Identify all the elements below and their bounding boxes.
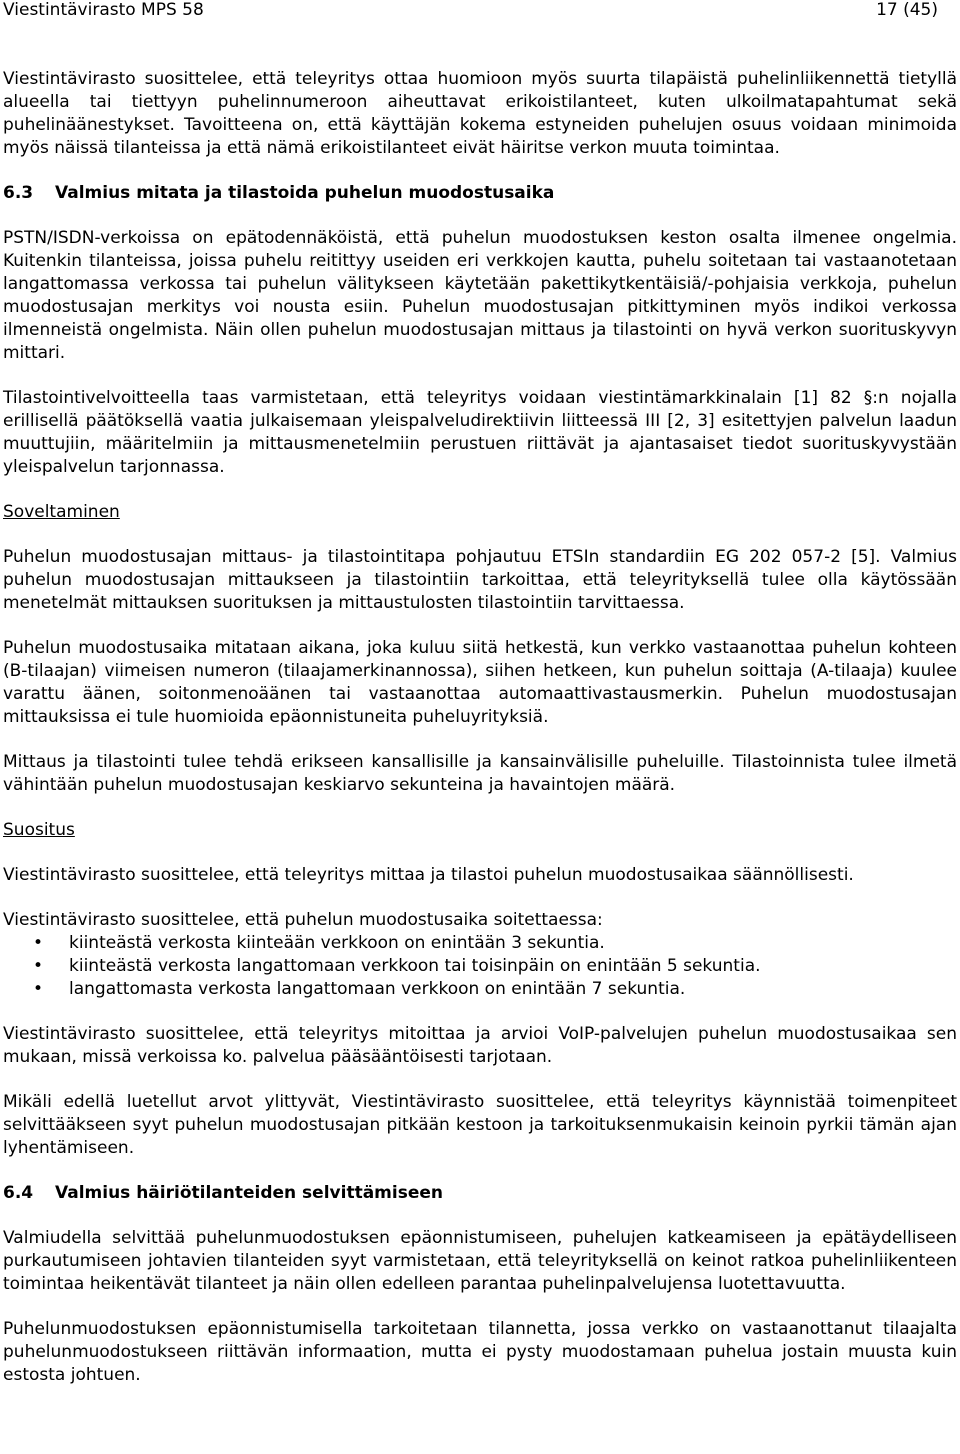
- subheading-soveltaminen: Soveltaminen: [3, 502, 120, 522]
- section-title: Valmius mitata ja tilastoida puhelun muodostusaika: [55, 183, 555, 203]
- section-title: Valmius häiriötilanteiden selvittämiseen: [55, 1183, 443, 1203]
- paragraph-intro: Viestintävirasto suosittelee, että teleyritys ottaa huomioon myös suurta tilapäistä puhelinliikennettä tietyllä alueella tai tiettyyn puhelinnumeroon aiheuttavat erikoistilanteet, kuten ulkoilmatapahtumat sekä puhelinäänestykset. Tavoitteena on, että käyttäjän kokema estyneiden puhelujen osuus voidaan minimoida myös näissä tilanteissa ja että nämä erikoistilanteet eivät häiritse verkon muuta toimintaa.: [3, 69, 957, 158]
- section-number: 6.3: [3, 183, 34, 203]
- section-number: 6.4: [3, 1183, 34, 1203]
- document-title: Viestintävirasto MPS 58: [3, 0, 204, 20]
- paragraph-national-international: Mittaus ja tilastointi tulee tehdä erikseen kansallisille ja kansainvälisille puheluille. Tilastoinnista tulee ilmetä vähintään puhelun muodostusajan keskiarvo sekunteina ja havaintojen määrä.: [3, 752, 957, 795]
- list-item: • kiinteästä verkosta langattomaan verkkoon tai toisinpäin on enintään 5 sekuntia.: [3, 955, 957, 978]
- paragraph-fault-readiness: Valmiudella selvittää puhelunmuodostuksen epäonnistumiseen, puhelujen katkeamiseen ja epätäydelliseen purkautumiseen johtavien tilanteiden syyt varmistetaan, että teleyrityksellä on keinot ratkoa puhelinliikenteen toimintaa heikentävät tilanteet ja näin ollen edelleen parantaa puhelinpalvelujensa luotettavuutta.: [3, 1228, 957, 1294]
- paragraph-setup-time-intro: Viestintävirasto suosittelee, että puhelun muodostusaika soitettaessa:: [3, 910, 603, 930]
- paragraph-recommendation: Viestintävirasto suosittelee, että teleyritys mittaa ja tilastoi puhelun muodostusaikaa säännöllisesti.: [3, 865, 854, 885]
- paragraph-exceeded-values: Mikäli edellä luetellut arvot ylittyvät, Viestintävirasto suosittelee, että teleyritys käynnistää toimenpiteet selvittääkseen syyt puhelun muodostusajan pitkään kestoon ja tarkoituksenmukaisin keinoin pyrkii tämän ajan lyhentämiseen.: [3, 1092, 957, 1158]
- setup-time-list: [3, 932, 957, 1001]
- list-item: • kiinteästä verkosta kiinteään verkkoon on enintään 3 sekuntia.: [3, 932, 957, 955]
- list-item: • langattomasta verkosta langattomaan verkkoon on enintään 7 sekuntia.: [3, 978, 957, 1001]
- paragraph-measurement-definition: Puhelun muodostusaika mitataan aikana, joka kuluu siitä hetkestä, kun verkko vastaanottaa puhelun kohteen (B-tilaajan) viimeisen numeron (tilaajamerkinannossa), siihen hetkeen, kun puhelun soittaja (A-tilaaja) kuulee varattu äänen, soitonmenoäänen tai vastaanottaa automaattivastausmerkin. Puhelun muodostusajan mittauksissa ei tule huomioida epäonnistuneita puheluyrityksiä.: [3, 638, 957, 727]
- document-body: [3, 68, 957, 1387]
- paragraph-tilastointivelvoite: Tilastointivelvoitteella taas varmistetaan, että teleyritys voidaan viestintämarkkinalain [1] 82 §:n nojalla erillisellä päätöksellä vaatia julkaisemaan yleispalveludirektiivin liitteessä III [2, 3] esitettyjen palvelun laadun muuttujiin, määritelmiin ja mittausmenetelmiin perustuen riittävät ja ajantasaiset tiedot suorituskyvystään yleispalvelun tarjonnassa.: [3, 388, 957, 477]
- paragraph-failure-definition: Puhelunmuodostuksen epäonnistumisella tarkoitetaan tilannetta, jossa verkko on vastaanottanut tilaajalta puhelunmuodostukseen riittävän informaation, mutta ei pysty muodostamaan puhelua jostain muusta kuin estosta johtuen.: [3, 1319, 957, 1385]
- section-heading-6-4: [3, 1182, 957, 1205]
- section-heading-6-3: [3, 182, 957, 205]
- paragraph-etsi-standard: Puhelun muodostusajan mittaus- ja tilastointitapa pohjautuu ETSIn standardiin EG 202 057-2 [5]. Valmius puhelun muodostusajan mittaukseen ja tilastointiin tarkoittaa, että teleyrityksellä tulee olla käytössään menetelmät mittauksen suorituksen ja mittaustulosten tilastointiin tarvittaessa.: [3, 547, 957, 613]
- page-header: [3, 0, 938, 24]
- page-number: 17 (45): [876, 0, 938, 20]
- paragraph-voip: Viestintävirasto suosittelee, että teleyritys mitoittaa ja arvioi VoIP-palvelujen puhelun muodostusaikaa sen mukaan, missä verkoissa ko. palvelua pääsääntöisesti tarjotaan.: [3, 1024, 957, 1067]
- subheading-suositus: Suositus: [3, 820, 75, 840]
- paragraph-pstn: PSTN/ISDN-verkoissa on epätodennäköistä, että puhelun muodostuksen keston osalta ilmenee ongelmia. Kuitenkin tilanteissa, joissa puhelu reitittyy useiden eri verkkojen kautta, puhelu soitetaan tai vastaanotetaan langattomassa verkossa tai puhelun välitykseen käytetään pakettikytkentäisiä/-pohjaisia verkkoja, puhelun muodostusajan merkitys voi nousta esiin. Puhelun muodostusajan pitkittyminen myös indikoi verkossa ilmenneistä ongelmista. Näin ollen puhelun muodostusajan mittaus ja tilastointi on hyvä verkon suorituskyvyn mittari.: [3, 228, 957, 363]
